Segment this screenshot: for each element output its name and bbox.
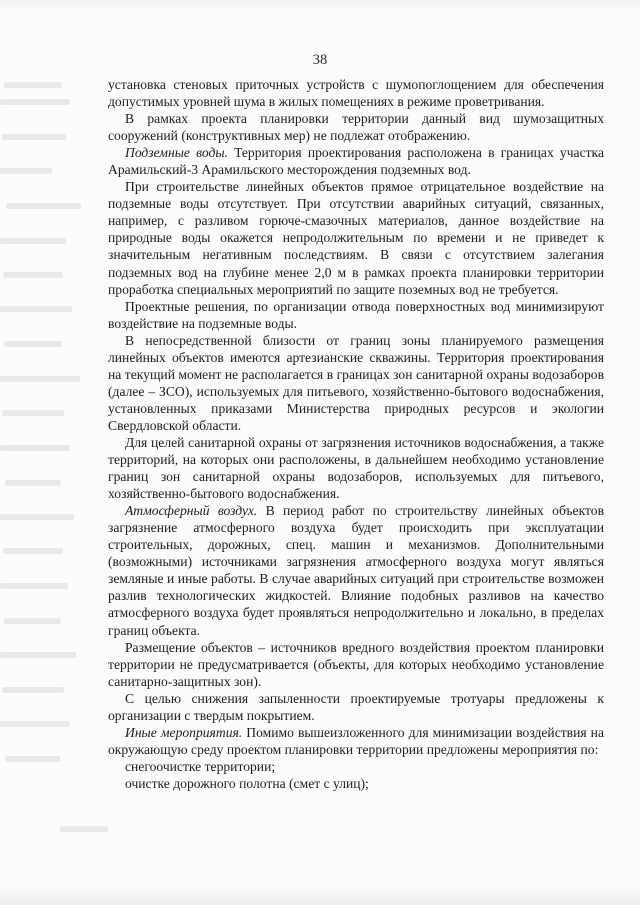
paragraph-text: Размещение объектов – источников вредного воздействия проектом планировки территории не предусматривается (объекты, для которых необходимо установление санитарно-защитных зон). [108, 639, 604, 689]
paragraph [108, 144, 604, 178]
paragraph-text: снегоочистке территории; [125, 758, 276, 774]
list-item [108, 775, 604, 792]
paragraph [108, 110, 604, 144]
paragraph-text: В период работ по строительству линейных объектов загрязнение атмосферного воздуха будет происходить при эксплуатации строительных, дорожных, спец. машин и механизмов. Дополнительными (возможными) источниками загрязнения атмосферного воздуха могут являться земляные и иные работы. В случае аварийных ситуаций при строительстве возможен разлив технологических жидкостей. Влияние подобных разливов на качество атмосферного воздуха будет проявляться непродолжительно и локально, в пределах границ объекта. [108, 503, 604, 638]
page-body-text [108, 76, 604, 792]
paragraph [108, 690, 604, 724]
paragraph [108, 434, 604, 502]
paragraph-text: При строительстве линейных объектов прямое отрицательное воздействие на подземные воды отсутствует. При отсутствии аварийных ситуаций, связанных, например, с разливом горюче-смазочных материалов, данное воздействие на природные воды окажется непродолжительным по времени и не приведет к значительным негативным последствиям. В связи с отсутствием залегания подземных вод на глубине менее 2,0 м в рамках проекта планировки территории проработка специальных мероприятий по защите поземных вод не требуется. [108, 179, 604, 297]
paragraph-text: В непосредственной близости от границ зоны планируемого размещения линейных объектов имеются артезианские скважины. Территория проектирования на текущий момент не располагается в границах зон санитарной охраны водозаборов (далее – ЗСО), используемых для питьевого, хозяйственно-бытового водоснабжения, установленных приказами Министерства природных ресурсов и экологии Свердловской области. [108, 332, 604, 433]
paragraph [108, 76, 604, 110]
list-item [108, 758, 604, 775]
section-lead-heading: Иные мероприятия. [125, 724, 243, 740]
paragraph [108, 724, 604, 758]
paragraph [108, 639, 604, 690]
paragraph-text: Для целей санитарной охраны от загрязнения источников водоснабжения, а также территорий, на которых они расположены, в дальнейшем необходимо установление границ зон санитарной охраны водозаборов, используемых для питьевого, хозяйственно-бытового водоснабжения. [108, 434, 604, 502]
paragraph [108, 332, 604, 434]
page-number: 38 [312, 52, 328, 68]
paragraph-text: Проектные решения, по организации отвода поверхностных вод минимизируют воздействие на подземные воды. [108, 298, 604, 331]
paragraph-text: установка стеновых приточных устройств с шумопоглощением для обеспечения допустимых уровней шума в жилых помещениях в режиме проветривания. [108, 77, 604, 110]
section-lead-heading: Атмосферный воздух. [125, 503, 258, 519]
paragraph [108, 502, 604, 638]
paragraph [108, 178, 604, 297]
paragraph-text: Помимо вышеизложенного для минимизации воздействия на окружающую среду проектом планировки территории предложены мероприятия по: [108, 724, 604, 757]
paragraph-text: Территория проектирования расположена в границах участка Арамильский-3 Арамильского месторождения подземных вод. [108, 145, 604, 178]
paragraph-text: С целью снижения запыленности проектируемые тротуары предложены к организации с твердым покрытием. [108, 690, 604, 723]
paragraph-text: очистке дорожного полотна (смет с улиц); [125, 775, 369, 791]
paragraph-text: В рамках проекта планировки территории данный вид шумозащитных сооружений (конструктивных мер) не подлежат отображению. [108, 111, 604, 144]
section-lead-heading: Подземные воды. [125, 145, 228, 161]
paragraph [108, 298, 604, 332]
